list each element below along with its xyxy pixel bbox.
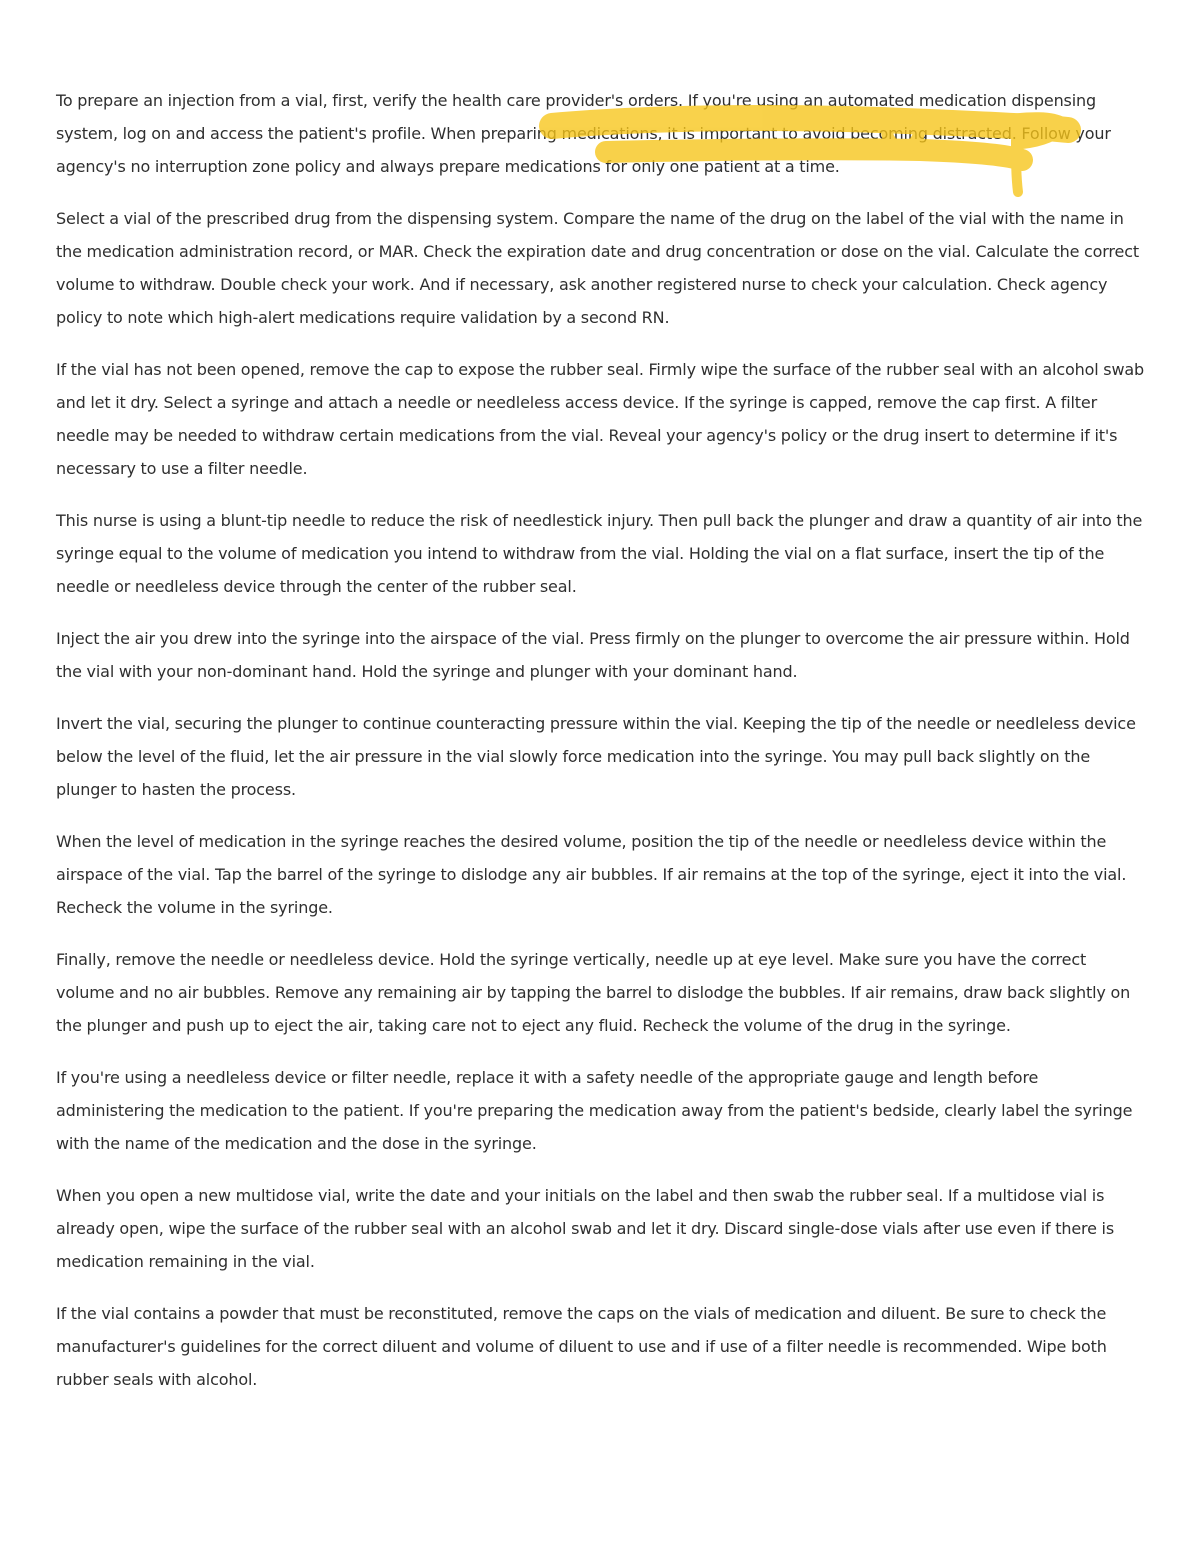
paragraph: Select a vial of the prescribed drug from the dispensing system. Compare the name of the drug on the label of the vial with the name in the medication administration record, or MAR. Check the expiration date and drug concentration or dose on the vial. Calculate the correct volume to withdraw. Double check your work. And if necessary, ask another registered nurse to check your calculation. Check agency policy to note which high-alert medications require validation by a second RN. <box>56 209 1139 327</box>
paragraph: Finally, remove the needle or needleless device. Hold the syringe vertically, needle up at eye level. Make sure you have the correct volume and no air bubbles. Remove any remaining air by tapping the barrel to dislodge the bubbles. If air remains, draw back slightly on the plunger and push up to eject the air, taking care not to eject any fluid. Recheck the volume of the drug in the syringe. <box>56 950 1131 1035</box>
paragraph: If you're using a needleless device or filter needle, replace it with a safety needle of the appropriate gauge and length before administering the medication to the patient. If you're preparing the medication away from the patient's bedside, clearly label the syringe with the name of the medication and the dose in the syringe. <box>56 1068 1133 1153</box>
paragraph: When the level of medication in the syringe reaches the desired volume, position the tip of the needle or needleless device within the airspace of the vial. Tap the barrel of the syringe to dislodge any air bubbles. If air remains at the top of the syringe, eject it into the vial. Recheck the volume in the syringe. <box>56 832 1127 917</box>
paragraph: To prepare an injection from a vial, first, verify the health care provider's orders. If you're using an automated medication dispensing system, log on and access the patient's profile. When preparing medications, it is important to avoid becoming distracted. Follow your agency's no interruption zone policy and always prepare medications for only one patient at a time. <box>56 91 1111 176</box>
paragraph: This nurse is using a blunt-tip needle to reduce the risk of needlestick injury. Then pull back the plunger and draw a quantity of air into the syringe equal to the volume of medication you intend to withdraw from the vial. Holding the vial on a flat surface, insert the tip of the needle or needleless device through the center of the rubber seal. <box>56 511 1143 596</box>
document-body <box>56 84 1148 1415</box>
paragraph: When you open a new multidose vial, write the date and your initials on the label and then swab the rubber seal. If a multidose vial is already open, wipe the surface of the rubber seal with an alcohol swab and let it dry. Discard single-dose vials after use even if there is medication remaining in the vial. <box>56 1186 1115 1271</box>
paragraph: Invert the vial, securing the plunger to continue counteracting pressure within the vial. Keeping the tip of the needle or needleless device below the level of the fluid, let the air pressure in the vial slowly force medication into the syringe. You may pull back slightly on the plunger to hasten the process. <box>56 714 1136 799</box>
paragraph: Inject the air you drew into the syringe into the airspace of the vial. Press firmly on the plunger to overcome the air pressure within. Hold the vial with your non-dominant hand. Hold the syringe and plunger with your dominant hand. <box>56 629 1130 681</box>
paragraph: If the vial has not been opened, remove the cap to expose the rubber seal. Firmly wipe the surface of the rubber seal with an alcohol swab and let it dry. Select a syringe and attach a needle or needleless access device. If the syringe is capped, remove the cap first. A filter needle may be needed to withdraw certain medications from the vial. Reveal your agency's policy or the drug insert to determine if it's necessary to use a filter needle. <box>56 360 1145 478</box>
paragraph: If the vial contains a powder that must be reconstituted, remove the caps on the vials of medication and diluent. Be sure to check the manufacturer's guidelines for the correct diluent and volume of diluent to use and if use of a filter needle is recommended. Wipe both rubber seals with alcohol. <box>56 1304 1107 1389</box>
